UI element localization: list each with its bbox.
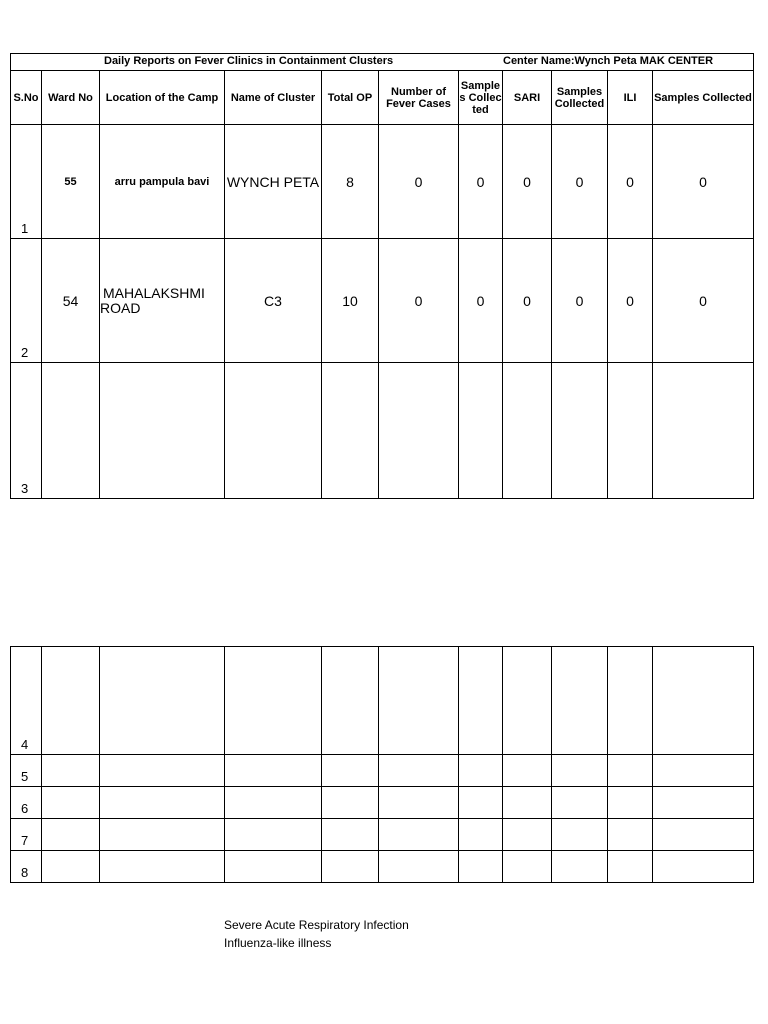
row-samples-2: 0 — [552, 125, 608, 239]
row-ward: 55 — [42, 125, 100, 239]
legend-ili: Influenza-like illness — [224, 936, 332, 950]
row-location — [100, 363, 225, 499]
row-location: arru pampula bavi — [100, 125, 225, 239]
table-row — [11, 851, 754, 883]
col-header-location: Location of the Camp — [100, 71, 225, 125]
header-row — [11, 71, 754, 125]
table-row — [11, 787, 754, 819]
col-header-sno: S.No — [11, 71, 42, 125]
row-total-op: 8 — [322, 125, 379, 239]
row-sno: 5 — [11, 755, 42, 787]
row-sno: 1 — [11, 125, 42, 239]
row-sno: 3 — [11, 363, 42, 499]
report-title: Daily Reports on Fever Clinics in Containment Clusters — [104, 55, 394, 67]
row-sari: 0 — [503, 239, 552, 363]
col-header-total-op: Total OP — [322, 71, 379, 125]
table-row — [11, 239, 754, 363]
row-fever-cases — [379, 363, 459, 499]
fever-report-table — [10, 53, 754, 499]
col-header-samples-collected-2: Samples Collected — [552, 71, 608, 125]
row-cluster — [225, 363, 322, 499]
row-ili — [608, 363, 653, 499]
row-samples-1: 0 — [459, 239, 503, 363]
table-row — [11, 755, 754, 787]
row-sno: 7 — [11, 819, 42, 851]
col-header-ward: Ward No — [42, 71, 100, 125]
table-row — [11, 125, 754, 239]
row-location-text: MAHALAKSHMI ROAD — [100, 284, 205, 316]
table-row — [11, 647, 754, 755]
row-fever-cases: 0 — [379, 239, 459, 363]
col-header-fever-cases: Number of Fever Cases — [379, 71, 459, 125]
row-samples-3: 0 — [653, 125, 754, 239]
center-name: Center Name:Wynch Peta MAK CENTER — [503, 55, 714, 67]
row-ili: 0 — [608, 239, 653, 363]
row-sari — [503, 363, 552, 499]
table-row — [11, 363, 754, 499]
col-header-cluster: Name of Cluster — [225, 71, 322, 125]
legend-sari: Severe Acute Respiratory Infection — [224, 918, 409, 932]
row-sari: 0 — [503, 125, 552, 239]
row-samples-2 — [552, 363, 608, 499]
row-total-op — [322, 363, 379, 499]
row-fever-cases: 0 — [379, 125, 459, 239]
row-sno: 6 — [11, 787, 42, 819]
row-samples-2: 0 — [552, 239, 608, 363]
row-sno: 2 — [11, 239, 42, 363]
row-cluster: WYNCH PETA — [225, 125, 322, 239]
row-ward: 54 — [42, 239, 100, 363]
row-samples-1: 0 — [459, 125, 503, 239]
row-total-op: 10 — [322, 239, 379, 363]
row-cluster: C3 — [225, 239, 322, 363]
col-header-samples-collected-1: Samples Collected — [459, 71, 503, 125]
col-header-sari: SARI — [503, 71, 552, 125]
fever-report-table-continued — [10, 646, 754, 883]
row-samples-3: 0 — [653, 239, 754, 363]
col-header-samples-collected-3: Samples Collected — [653, 71, 754, 125]
row-samples-3 — [653, 363, 754, 499]
row-sno: 8 — [11, 851, 42, 883]
row-ili: 0 — [608, 125, 653, 239]
row-samples-1 — [459, 363, 503, 499]
row-location — [100, 239, 225, 363]
table-row — [11, 819, 754, 851]
row-sno: 4 — [11, 647, 42, 755]
row-ward — [42, 363, 100, 499]
title-row — [11, 54, 754, 71]
col-header-ili: ILI — [608, 71, 653, 125]
